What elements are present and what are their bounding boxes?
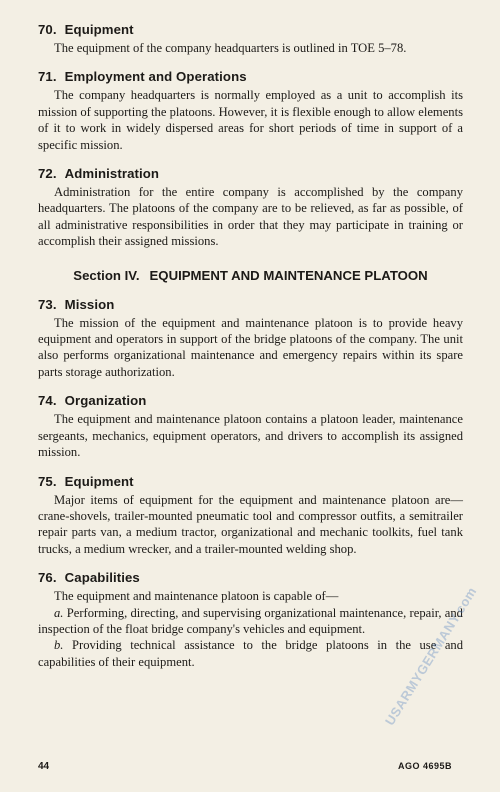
- watermark: USARMYGERMANY.com: [382, 584, 480, 728]
- paragraph-71: [38, 69, 463, 153]
- heading-title: Administration: [64, 166, 160, 182]
- paragraph-70: [38, 22, 463, 56]
- paragraph-72: [38, 166, 463, 250]
- heading-75: [38, 474, 463, 490]
- heading-71: [38, 69, 463, 85]
- body-text: Administration for the entire company is accomplished by the company headquarters. The platoons of the company are to be relieved, as far as possible, of all administrative responsibilities in order that they may participate in training or accomplish their assigned missions.: [38, 185, 463, 249]
- heading-73: [38, 297, 463, 313]
- heading-title: Employment and Operations: [64, 69, 247, 85]
- item-letter: b.: [54, 638, 64, 653]
- list-item-b: [38, 637, 463, 670]
- list-item-a: [38, 605, 463, 638]
- body-text: The equipment and maintenance platoon is capable of—: [54, 589, 339, 604]
- page-body: [38, 22, 463, 670]
- page-number: 44: [38, 761, 50, 772]
- heading-title: Equipment: [64, 22, 134, 37]
- section-name: EQUIPMENT AND MAINTENANCE PLATOON: [149, 267, 428, 283]
- paragraph-73: [38, 297, 463, 381]
- item-text: Providing technical assistance to the bridge platoons in the use and capabilities of their equipment.: [38, 638, 464, 669]
- heading-number: 71.: [38, 69, 57, 85]
- heading-72: [38, 166, 463, 182]
- heading-title: Organization: [64, 393, 147, 409]
- heading-74: [38, 393, 463, 409]
- heading-number: 74.: [38, 393, 57, 409]
- body-text: The company headquarters is normally employed as a unit to accomplish its mission of supporting the platoons. However, it is flexible enough to allow elements of it to work in widely dispersed areas for short periods of time in support of a specific mission.: [38, 88, 463, 152]
- item-letter: a.: [54, 605, 64, 620]
- heading-70: [38, 22, 463, 38]
- item-text: Performing, directing, and supervising organizational maintenance, repair, and inspection of the float bridge company's vehicles and equipment.: [38, 605, 463, 636]
- heading-number: 76.: [38, 570, 57, 586]
- heading-number: 72.: [38, 166, 57, 182]
- heading-number: 70.: [38, 22, 57, 37]
- section-label: Section IV.: [73, 267, 140, 283]
- paragraph-74: [38, 393, 463, 460]
- heading-number: 73.: [38, 296, 57, 312]
- paragraph-76: [38, 570, 463, 670]
- heading-title: Capabilities: [64, 570, 140, 586]
- body-text: Major items of equipment for the equipment and maintenance platoon are—crane-shovels, trailer-mounted pneumatic tool and compressor outfits, a semitrailer repair parts van, a medium tractor, organizational and mechanic toolkits, fuel tank trucks, a medium wrecker, and a trailer-mounted welding shop.: [38, 492, 463, 556]
- body-text: The mission of the equipment and maintenance platoon is to provide heavy equipment and operators in support of the bridge platoons of the company. The unit also performs organizational maintenance and emergency repairs within its spare parts storage authorization.: [38, 315, 463, 379]
- body-text: The equipment of the company headquarters is outlined in TOE 5–78.: [54, 41, 407, 55]
- heading-76: [38, 570, 463, 586]
- document-code: AGO 4695B: [398, 761, 453, 771]
- paragraph-75: [38, 474, 463, 558]
- body-text: The equipment and maintenance platoon contains a platoon leader, maintenance sergeants, mechanics, equipment operators, and drivers to accomplish its assigned mission.: [38, 412, 463, 460]
- section-title: [38, 268, 463, 284]
- heading-title: Equipment: [64, 473, 134, 489]
- heading-title: Mission: [64, 296, 115, 312]
- heading-number: 75.: [38, 473, 57, 489]
